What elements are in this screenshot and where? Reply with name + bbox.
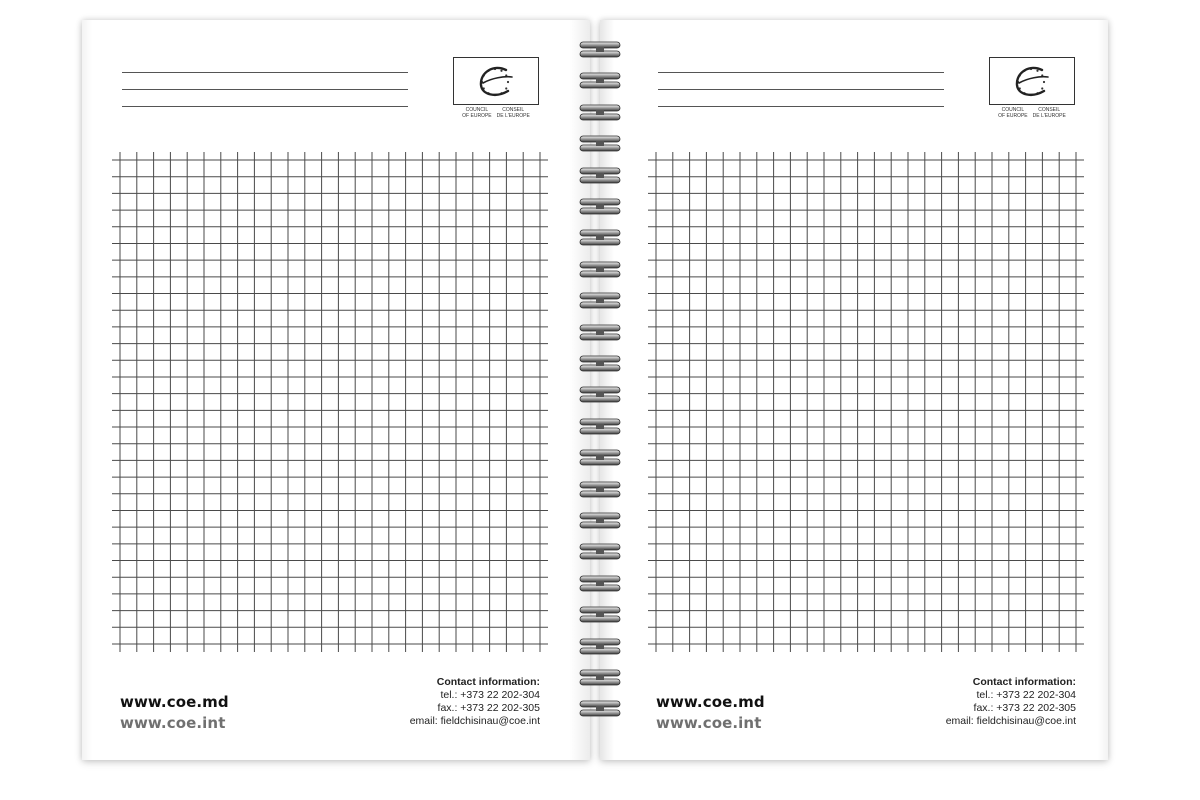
- spiral-ring: [578, 448, 622, 468]
- spiral-ring: [578, 166, 622, 186]
- notebook-page-left: [82, 20, 590, 760]
- contact-fax: fax.: +373 22 202-305: [437, 702, 540, 714]
- spiral-ring: [578, 260, 622, 280]
- logo-text-french: CONSEIL DE L'EUROPE: [496, 107, 530, 119]
- spiral-ring: [578, 511, 622, 531]
- graph-paper-grid: [648, 152, 1084, 652]
- spiral-ring: [578, 605, 622, 625]
- spiral-ring: [578, 637, 622, 657]
- header-write-lines: [658, 72, 944, 123]
- graph-paper-grid: [112, 152, 548, 652]
- spiral-ring: [578, 71, 622, 91]
- council-of-europe-logo: [980, 57, 1084, 119]
- logo-emblem: [453, 57, 539, 105]
- header-write-lines: [122, 72, 408, 123]
- write-line: [658, 106, 944, 107]
- website-link-coe-int[interactable]: www.coe.int: [656, 714, 762, 732]
- spiral-ring: [578, 574, 622, 594]
- contact-tel: tel.: +373 22 202-304: [440, 689, 540, 701]
- spiral-ring: [578, 668, 622, 688]
- spiral-ring: [578, 40, 622, 60]
- website-link-coe-md[interactable]: www.coe.md: [120, 693, 229, 711]
- contact-email[interactable]: email: fieldchisinau@coe.int: [409, 715, 540, 727]
- contact-title: Contact information:: [436, 676, 540, 688]
- spiral-binding: [578, 40, 622, 740]
- contact-information: [410, 676, 540, 728]
- write-line: [122, 89, 408, 90]
- contact-fax: fax.: +373 22 202-305: [973, 702, 1076, 714]
- notebook-page-right: [600, 20, 1108, 760]
- contact-information: [946, 676, 1076, 728]
- write-line: [658, 89, 944, 90]
- spiral-ring: [578, 103, 622, 123]
- spiral-ring: [578, 699, 622, 719]
- spiral-ring: [578, 385, 622, 405]
- spiral-ring: [578, 197, 622, 217]
- spiral-ring: [578, 354, 622, 374]
- spiral-ring: [578, 291, 622, 311]
- website-link-coe-int[interactable]: www.coe.int: [120, 714, 226, 732]
- website-link-coe-md[interactable]: www.coe.md: [656, 693, 765, 711]
- spiral-ring: [578, 480, 622, 500]
- logo-text-french: CONSEIL DE L'EUROPE: [1032, 107, 1066, 119]
- spiral-ring: [578, 134, 622, 154]
- write-line: [122, 72, 408, 73]
- logo-text-english: COUNCIL OF EUROPE: [462, 107, 492, 119]
- logo-text-english: COUNCIL OF EUROPE: [998, 107, 1028, 119]
- write-line: [122, 106, 408, 107]
- spiral-ring: [578, 228, 622, 248]
- council-of-europe-logo: [444, 57, 548, 119]
- spiral-ring: [578, 542, 622, 562]
- write-line: [658, 72, 944, 73]
- logo-emblem: [989, 57, 1075, 105]
- spiral-ring: [578, 417, 622, 437]
- spiral-ring: [578, 323, 622, 343]
- contact-title: Contact information:: [972, 676, 1076, 688]
- contact-email[interactable]: email: fieldchisinau@coe.int: [945, 715, 1076, 727]
- contact-tel: tel.: +373 22 202-304: [976, 689, 1076, 701]
